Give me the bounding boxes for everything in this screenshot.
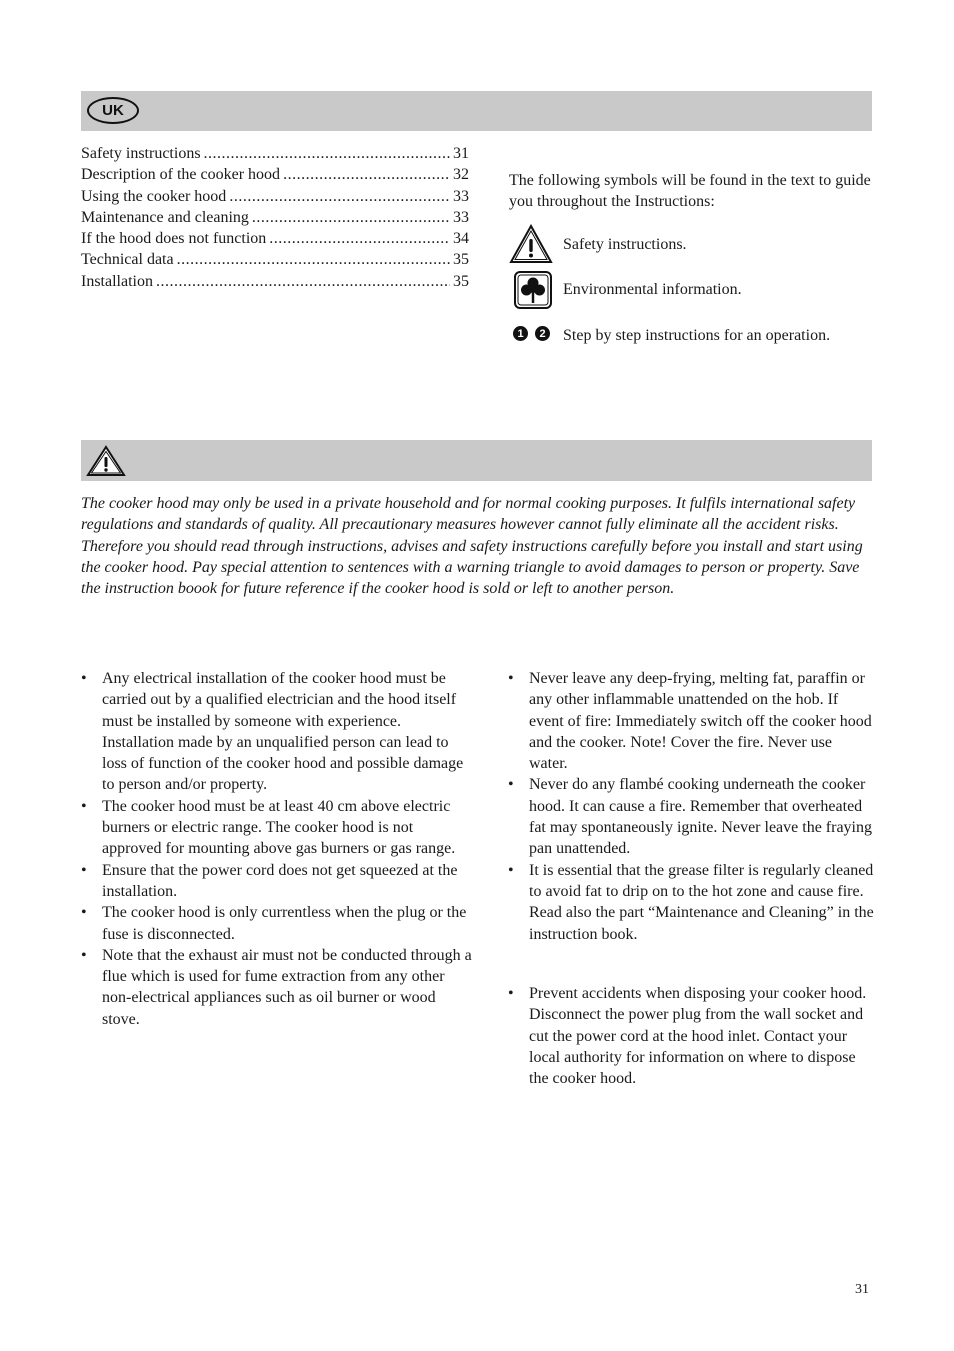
symbol-row-environment — [509, 270, 874, 310]
list-item — [508, 860, 874, 945]
toc-leader — [156, 271, 450, 292]
toc-page: 32 — [453, 166, 469, 184]
toc-row[interactable] — [81, 164, 469, 185]
toc-row[interactable] — [81, 207, 469, 228]
bullet-marker: • — [81, 861, 87, 879]
bullet-marker: • — [81, 797, 87, 815]
toc-row[interactable] — [81, 271, 469, 292]
toc-page: 34 — [453, 230, 469, 248]
list-item — [81, 902, 474, 945]
toc-title: Technical data — [81, 251, 174, 269]
toc-row[interactable] — [81, 143, 469, 164]
intro-paragraph: The cooker hood may only be used in a private household and for normal cooking purposes. It fulfils international safety regulations and standards of quality. All precautionary measures however cannot fully eliminate all the accident risks. — [81, 495, 856, 534]
toc-leader — [204, 143, 450, 164]
toc-title: If the hood does not function — [81, 230, 267, 248]
bullet-marker: • — [81, 670, 87, 687]
symbol-row-steps — [509, 322, 874, 362]
toc-row[interactable] — [81, 228, 469, 249]
toc-leader — [252, 207, 450, 228]
list-item — [508, 774, 874, 859]
symbols-intro: The following symbols will be found in the text to guide you throughout the Instructions: — [509, 172, 871, 211]
toc-page: 35 — [453, 272, 469, 290]
list-item-text: The cooker hood must be at least 40 cm above electric burners or electric range. The cooker hood is not approved for mounting above gas burners or gas range. — [102, 797, 456, 858]
list-item-text: The cooker hood is only currentless when the plug or the fuse is disconnected. — [102, 904, 467, 943]
toc-leader — [283, 164, 450, 185]
header-band — [81, 91, 872, 131]
bullet-marker: • — [508, 776, 514, 794]
toc-title: Safety instructions — [81, 145, 201, 162]
page-number: 31 — [855, 1282, 869, 1297]
list-item — [81, 945, 474, 1030]
symbol-label-steps: Step by step instructions for an operation. — [563, 327, 831, 344]
clover-icon — [513, 270, 553, 310]
warning-triangle-icon — [86, 445, 126, 477]
list-item — [81, 860, 474, 903]
bullet-marker: • — [81, 946, 87, 964]
list-item-text: Ensure that the power cord does not get squeezed at the installation. — [102, 861, 458, 900]
list-item-text: Note that the exhaust air must not be conducted through a flue which is used for fume extraction from any other non-electrical appliances such as oil burner or wood stove. — [102, 946, 472, 1028]
bullet-marker: • — [508, 670, 514, 687]
disposal-bullets — [508, 983, 874, 1089]
toc-title: Using the cooker hood — [81, 187, 227, 205]
intro-paragraph: Therefore you should read through instructions, advises and safety instructions carefully before you install and start using the cooker hood. Pay special attention to sentences with a warning triangle to avoid damages to person or property. Save the instruction boook for future reference if the cooker hood is sold or left to another person. — [81, 537, 863, 598]
list-item-text: Never do any flambé cooking underneath the cooker hood. It can cause a fire. Remember that overheated fat may spontaneously ignite. Never leave the fraying pan unattended. — [529, 776, 872, 858]
list-item — [81, 668, 474, 796]
list-item — [81, 796, 474, 860]
safety-bullets-right — [508, 668, 874, 945]
list-item — [508, 668, 874, 774]
safety-band — [81, 440, 872, 481]
toc-leader — [269, 228, 450, 249]
toc-page: 31 — [453, 145, 469, 162]
list-item-text: Prevent accidents when disposing your cooker hood. Disconnect the power plug from the wall socket and cut the power cord at the hood inlet. Contact your local authority for information on where to dispose the cooker hood. — [529, 985, 867, 1088]
list-item — [508, 983, 874, 1089]
table-of-contents — [81, 143, 469, 292]
step-one-icon: 1 — [513, 326, 528, 341]
toc-title: Maintenance and cleaning — [81, 208, 249, 226]
toc-row[interactable] — [81, 249, 469, 270]
list-item-text: Never leave any deep-frying, melting fat, paraffin or any other inflammable unattended on the hob. If event of fire: Immediately switch off the cooker hood and the cooker. Note! Cover the fire. Never use water. — [529, 670, 872, 773]
step-two-icon: 2 — [535, 326, 550, 341]
bullet-marker: • — [508, 861, 514, 879]
list-item-text: Any electrical installation of the cooker hood must be carried out by a qualified electrician and the hood itself must be installed by someone with experience. Installation made by an unqualified person can lead to loss of function of the cooker hood and possible damage to person and/or property. — [102, 670, 464, 794]
symbol-row-safety — [509, 224, 874, 264]
safety-bullets-left — [81, 668, 474, 1030]
toc-title: Description of the cooker hood — [81, 166, 281, 184]
warning-triangle-icon — [509, 224, 553, 264]
list-item-text: It is essential that the grease filter is regularly cleaned to avoid fat to drip on to the hot zone and cause fire. Read also the part “Maintenance and Cleaning” in the instruction book. — [529, 861, 874, 943]
symbol-label-safety: Safety instructions. — [563, 236, 687, 253]
symbol-label-environment: Environmental information. — [563, 281, 742, 298]
bullet-marker: • — [81, 904, 87, 922]
toc-page: 33 — [453, 208, 469, 226]
toc-leader — [229, 186, 450, 207]
bullet-marker: • — [508, 985, 514, 1002]
language-badge: UK — [87, 97, 139, 124]
toc-page: 33 — [453, 187, 469, 205]
toc-row[interactable] — [81, 186, 469, 207]
toc-title: Installation — [81, 272, 153, 290]
toc-leader — [177, 249, 450, 270]
safety-intro — [81, 493, 876, 599]
toc-page: 35 — [453, 251, 469, 269]
